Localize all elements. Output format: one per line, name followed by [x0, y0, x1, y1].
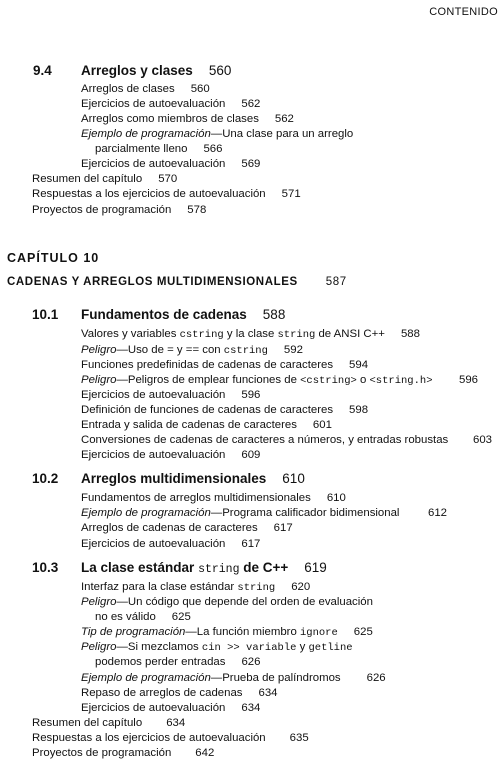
section-number: 10.1 — [32, 307, 59, 322]
toc-entry: Proyectos de programación 642 — [32, 747, 215, 759]
toc-entry: parcialmente lleno 566 — [95, 143, 223, 155]
toc-entry: Ejercicios de autoevaluación 562 — [81, 98, 261, 110]
section-title: Arreglos y clases 560 — [81, 63, 232, 78]
toc-entry: Ejemplo de programación—Una clase para un arreglo — [81, 128, 354, 140]
section-title: Fundamentos de cadenas 588 — [81, 307, 286, 322]
page-number: 588 — [262, 307, 286, 322]
toc-entry: Ejemplo de programación—Programa calificador bidimensional — [81, 507, 400, 519]
page-number: 619 — [304, 560, 327, 575]
toc-entry: Funciones predefinidas de cadenas de caracteres 594 — [81, 359, 369, 371]
chapter-label: CAPÍTULO 10 — [7, 251, 100, 265]
toc-entry: Arreglos de clases 560 — [81, 83, 210, 95]
toc-entry: Fundamentos de arreglos multidimensionales 610 — [81, 492, 346, 504]
toc-entry: Entrada y salida de cadenas de caracteres 601 — [81, 419, 332, 431]
chapter-title: CADENAS Y ARREGLOS MULTIDIMENSIONALES 587 — [7, 276, 347, 288]
toc-entry: Proyectos de programación 578 — [32, 204, 207, 216]
toc-entry: Arreglos de cadenas de caracteres 617 — [81, 522, 293, 534]
page-number: 587 — [325, 276, 347, 288]
section-number: 9.4 — [33, 63, 52, 78]
toc-entry: Peligro—Si mezclamos cin >> variable y getline — [81, 641, 353, 654]
toc-entry: Ejemplo de programación—Prueba de palíndromos 626 — [81, 672, 386, 684]
toc-entry: Definición de funciones de cadenas de caracteres 598 — [81, 404, 369, 416]
page-number: 596 — [458, 374, 478, 386]
toc-entry: Respuestas a los ejercicios de autoevaluación 635 — [32, 732, 309, 744]
toc-entry: podemos perder entradas 626 — [95, 656, 261, 668]
toc-entry: Resumen del capítulo 570 — [32, 173, 178, 185]
toc-entry: Interfaz para la clase estándar string 620 — [81, 581, 311, 594]
toc-entry: Ejercicios de autoevaluación 609 — [81, 449, 261, 461]
toc-entry: Conversiones de cadenas de caracteres a números, y entradas robustas — [81, 434, 449, 446]
page-number: 560 — [208, 63, 232, 78]
page-number: 603 — [472, 434, 492, 446]
page-number: 612 — [427, 507, 447, 519]
toc-entry: Ejercicios de autoevaluación 634 — [81, 702, 261, 714]
section-title: Arreglos multidimensionales 610 — [81, 471, 305, 486]
toc-entry: no es válido 625 — [95, 611, 191, 623]
toc-entry: Respuestas a los ejercicios de autoevaluación 571 — [32, 188, 301, 200]
toc-entry: Valores y variables cstring y la clase string de ANSI C++ 588 — [81, 328, 420, 341]
toc-entry: Resumen del capítulo 634 — [32, 717, 186, 729]
page-number: 610 — [282, 471, 305, 486]
running-header: CONTENIDO — [429, 6, 498, 18]
toc-entry: Tip de programación—La función miembro ignore 625 — [81, 626, 373, 639]
toc-entry: Ejercicios de autoevaluación 569 — [81, 158, 261, 170]
toc-entry: Peligro—Uso de = y == con cstring 592 — [81, 344, 303, 357]
section-title: La clase estándar string de C++ 619 — [81, 560, 327, 576]
toc-entry: Ejercicios de autoevaluación 596 — [81, 389, 261, 401]
toc-entry: Repaso de arreglos de cadenas 634 — [81, 687, 278, 699]
toc-entry: Ejercicios de autoevaluación 617 — [81, 538, 261, 550]
section-number: 10.3 — [32, 560, 59, 575]
section-number: 10.2 — [32, 471, 59, 486]
toc-entry: Arreglos como miembros de clases 562 — [81, 113, 294, 125]
toc-entry: Peligro—Un código que depende del orden de evaluación — [81, 596, 373, 608]
toc-entry: Peligro—Peligros de emplear funciones de <cstring> o <string.h> — [81, 374, 433, 387]
